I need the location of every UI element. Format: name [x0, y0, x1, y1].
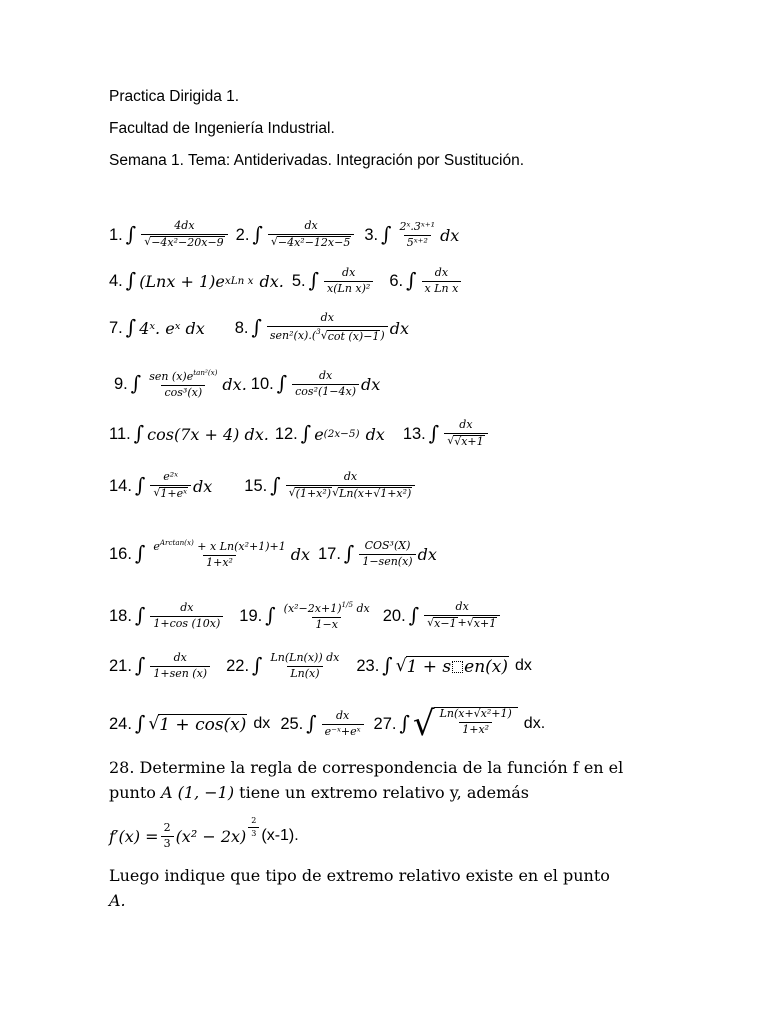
problem-row-6: 14. ∫ e²ˣ √ 1+eˣ dx 15. ∫ dx √ (1+x²) √ Ln(x+√1+x²) — [109, 466, 417, 506]
problem-row-7: 16. ∫ $\frac{e^{Arctan(x)} + x Ln(x^2+1)+1}{\text{1+x²}}$ dx 17. ∫ $\frac{\text{COS³(X)}}{\text{1−sen(x)}}$ dx — [109, 537, 437, 569]
problem-row-8: 18. ∫ $\frac{dx}{1+\cos (10x)}$ 19. ∫ $\frac{(x^2-2x+1)^{1/5} dx}{1-x}$ 20. ∫ dx √ x−1 + √ x+1 — [109, 596, 502, 636]
integral-sign: ∫ — [343, 541, 355, 565]
problem-22-fraction: $\frac{Ln(Ln(x)) dx}{Ln(x)}$ — [270, 650, 340, 680]
derivative-exponent: $\frac{2}{3}$ — [248, 816, 259, 837]
derivative-coefficient: $\frac{2}{3}$ — [161, 822, 174, 850]
q28-line-5: A. — [109, 891, 126, 910]
integral-sign: ∫ — [134, 653, 146, 677]
integral-sign: ∫ — [134, 711, 146, 735]
problem-27-fraction: $\frac{\text{Ln(x+√x²+1)}}{\text{1+x²}}$ — [439, 707, 512, 736]
integral-sign: ∫ — [270, 473, 281, 497]
problem-27-radical: √ $\frac{\text{Ln(x+√x²+1)}}{\text{1+x²}}$ — [413, 707, 518, 741]
problem-row-10: 24. ∫ √ 1 + cos(x) dx 25. ∫ $\frac{dx}{\text{e⁻ˣ+eˣ}}$ 27. ∫ √ $\frac{\text{Ln(x+√x²+1)}}{\text{1+x²}}$ dx. — [109, 704, 546, 744]
integral-sign: ∫ — [382, 653, 393, 677]
integral-sign: ∫ — [276, 371, 288, 395]
problem-14-fraction: e²ˣ √ 1+eˣ — [150, 471, 191, 500]
integral-sign: ∫ — [399, 711, 410, 735]
problem-row-1: 1. ∫ 4dx √ −4x²−20x−9 2. ∫ dx √ −4x²−12x−5 3. ∫ $\frac{\text{2ˣ.3ˣ⁺¹}}{\text{5ˣ⁺²}}$ dx — [109, 219, 460, 249]
integral-sign: ∫ — [125, 222, 137, 246]
problem-number: 1. — [109, 225, 123, 244]
problem-2-fraction: dx √ −4x²−12x−5 — [268, 220, 354, 249]
problem-18-fraction: $\frac{dx}{1+\cos (10x)}$ — [150, 602, 223, 630]
problem-row-2: 4. ∫ (Lnx + 1)e xLn x dx. 5. ∫ $\frac{dx}{\text{x(Ln x)²}}$ 6. ∫ $\frac{dx}{\text{x Ln x}}$ — [109, 261, 463, 301]
integral-sign: ∫ — [125, 268, 137, 292]
faculty-line: Facultad de Ingeniería Industrial. — [109, 120, 335, 137]
problem-8-fraction: dx sen²(x).($^3$ √ cot (x)−1 ) — [267, 312, 388, 343]
problem-19-fraction: $\frac{(x^2-2x+1)^{1/5} dx}{1-x}$ — [283, 599, 370, 631]
q28-line-1: 28. Determine la regla de correspondencia de la función f en el — [109, 758, 624, 777]
integral-sign: ∫ — [133, 421, 145, 445]
integral-sign: ∫ — [130, 371, 142, 395]
integral-sign: ∫ — [308, 268, 320, 292]
week-topic-line: Semana 1. Tema: Antiderivadas. Integración por Sustitución. — [109, 152, 525, 169]
problem-20-fraction: dx √ x−1 + √ x+1 — [424, 601, 500, 630]
problem-17-fraction: $\frac{\text{COS³(X)}}{\text{1−sen(x)}}$ — [359, 540, 415, 568]
integral-sign: ∫ — [134, 603, 146, 627]
integral-sign: ∫ — [252, 653, 263, 677]
problem-16-fraction: $\frac{e^{Arctan(x)} + x Ln(x^2+1)+1}{\text{1+x²}}$ — [153, 537, 286, 569]
integral-sign: ∫ — [306, 711, 317, 735]
integral-sign: ∫ — [406, 268, 417, 292]
problem-5-fraction: $\frac{dx}{\text{x(Ln x)²}}$ — [324, 267, 373, 295]
problem-6-fraction: $\frac{dx}{\text{x Ln x}}$ — [422, 267, 462, 295]
problem-number: 2. — [235, 225, 250, 244]
doc-title: Practica Dirigida 1. — [109, 88, 240, 105]
problem-10-fraction: $\frac{dx}{\text{cos²(1−4x)}}$ — [292, 370, 359, 398]
problem-24-radical: √ 1 + cos(x) — [148, 713, 247, 735]
integral-sign: ∫ — [251, 315, 262, 339]
q28-line-2: punto A (1, −1) tiene un extremo relativo y, además — [109, 783, 529, 802]
q28-line-4: Luego indique que tipo de extremo relativo existe en el punto — [109, 866, 610, 885]
problem-23-radical: √ 1 + s en(x) — [395, 655, 509, 677]
integral-sign: ∫ — [381, 222, 392, 246]
integral-sign: ∫ — [125, 315, 137, 339]
problem-row-3: 7. ∫ 4ˣ. eˣ dx 8. ∫ dx sen²(x).($^3$ √ cot (x)−1 ) dx — [109, 311, 409, 343]
integral-sign: ∫ — [408, 603, 420, 627]
integral-sign: ∫ — [428, 421, 440, 445]
problem-25-fraction: $\frac{dx}{\text{e⁻ˣ+eˣ}}$ — [322, 710, 364, 738]
missing-glyph-icon — [452, 661, 463, 673]
integral-sign: ∫ — [134, 473, 146, 497]
integral-sign: ∫ — [300, 421, 312, 445]
problem-row-4: 9. ∫ $\frac{sen (x)e^{tan^2(x)}}{\text{cos³(x)}}$ dx. 10. ∫ $\frac{dx}{\text{cos²(1−4x)}}$ dx — [114, 367, 381, 399]
integral-sign: ∫ — [134, 541, 146, 565]
problem-13-fraction: dx √ √x+1 — [444, 419, 487, 448]
problem-15-fraction: dx √ (1+x²) √ Ln(x+√1+x²) — [286, 471, 416, 500]
integral-sign: ∫ — [252, 222, 263, 246]
problem-row-9: 21. ∫ $\frac{dx}{\text{1+sen (x)}}$ 22. ∫ $\frac{Ln(Ln(x)) dx}{Ln(x)}$ 23. ∫ √ 1 + s en(x) dx — [109, 650, 532, 680]
integral-sign: ∫ — [265, 603, 276, 627]
problem-number: 3. — [364, 225, 379, 244]
problem-1-fraction: 4dx √ −4x²−20x−9 — [141, 220, 227, 249]
problem-21-fraction: $\frac{dx}{\text{1+sen (x)}}$ — [150, 652, 210, 680]
problem-3-fraction: $\frac{\text{2ˣ.3ˣ⁺¹}}{\text{5ˣ⁺²}}$ — [399, 219, 436, 249]
q28-derivative: f′(x) = $\frac{2}{3}$ (x² − 2x) $\frac{2}{3}$ (x-1). — [109, 816, 299, 850]
problem-9-fraction: $\frac{sen (x)e^{tan^2(x)}}{\text{cos³(x)}}$ — [149, 367, 218, 399]
problem-row-5: 11. ∫ cos(7x + 4) dx. 12. ∫ e (2x−5) dx 13. ∫ dx √ √x+1 — [109, 414, 490, 454]
